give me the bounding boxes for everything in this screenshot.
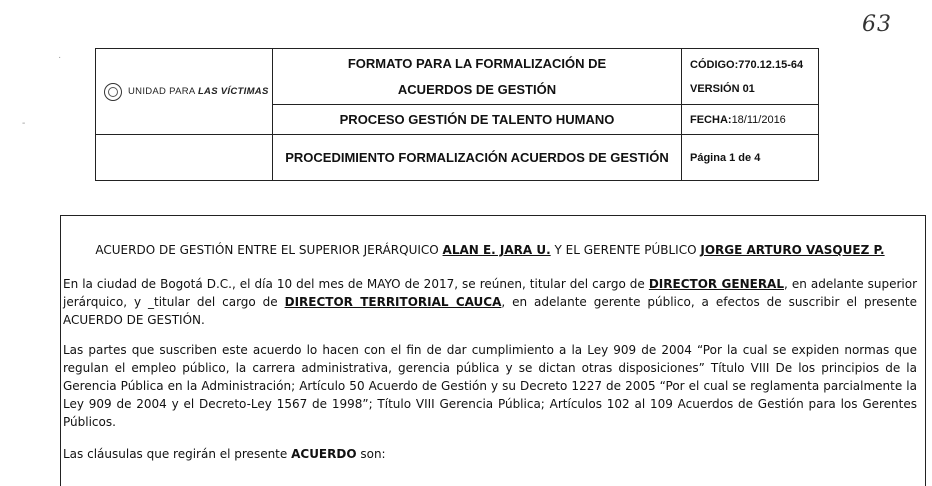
paragraph-text: son: xyxy=(356,447,386,461)
handwritten-page-number: 63 xyxy=(862,12,892,37)
paragraph-text: Las cláusulas que regirán el presente xyxy=(63,447,292,461)
heading-text: ACUERDO DE GESTIÓN ENTRE EL SUPERIOR JERÁRQUICO xyxy=(95,243,443,257)
paragraph-clauses-intro xyxy=(63,445,917,463)
date-value: 18/11/2016 xyxy=(731,113,786,126)
date-label: FECHA: xyxy=(690,113,732,126)
document-code: CÓDIGO:770.12.15-64 xyxy=(690,58,804,71)
coat-of-arms-icon xyxy=(104,83,122,101)
code-version-cell xyxy=(682,49,819,105)
logo-prefix: UNIDAD PARA xyxy=(128,86,195,97)
superior-name: ALAN E. JARA U. xyxy=(442,243,551,257)
paragraph-legal-basis: Las partes que suscriben este acuerdo lo hacen con el fin de dar cumplimiento a la Ley 909 de 2004 “Por la cual se expiden normas que regulan el empleo público, la carrera administrativa, gerencia pública y se dictan otras disposiciones” Título VIII De los principios de la Gerencia Pública en la Administración; Artículo 50 Acuerdo de Gestión y su Decreto 1227 de 2005 “Por el cual se reglamenta parcialmente la Ley 909 de 2004 y el Decreto-Ley 1567 de 1998”; Título VIII Gerencia Pública; Artículos 102 al 109 Acuerdos de Gestión para los Gerentes Públicos. xyxy=(63,343,917,429)
logo-text xyxy=(128,86,269,97)
agreement-body xyxy=(60,215,926,486)
process-name: PROCESO GESTIÓN DE TALENTO HUMANO xyxy=(273,105,682,135)
paragraph-text: , en adelante gerente público, a efectos de suscribir el presente ACUERDO DE GESTIÓN. xyxy=(63,295,917,327)
title-line-2: ACUERDOS DE GESTIÓN xyxy=(397,81,557,97)
scan-speck: - xyxy=(22,118,26,129)
procedure-name: PROCEDIMIENTO FORMALIZACIÓN ACUERDOS DE GESTIÓN xyxy=(273,135,682,181)
manager-name: JORGE ARTURO VASQUEZ P. xyxy=(700,243,885,257)
empty-logo-cell xyxy=(96,135,273,181)
date-cell xyxy=(682,105,819,135)
document-header-table xyxy=(95,48,819,181)
superior-position: DIRECTOR GENERAL xyxy=(648,277,784,291)
paragraph-parties xyxy=(63,275,917,329)
title-line-1: FORMATO PARA LA FORMALIZACIÓN DE xyxy=(347,55,607,71)
manager-position: DIRECTOR TERRITORIAL CAUCA xyxy=(284,295,502,309)
paragraph-text: En la ciudad de Bogotá D.C., el día 10 del mes de MAYO de 2017, se reúnen, titular del cargo de xyxy=(63,277,649,291)
agreement-heading xyxy=(63,241,917,259)
page-count: Página 1 de 4 xyxy=(682,135,819,181)
unidad-victimas-logo xyxy=(96,83,272,101)
acuerdo-bold: ACUERDO xyxy=(291,447,357,461)
paragraph-text: , en adelante superior jerárquico, y _titular del cargo de xyxy=(63,277,918,309)
logo-emphasis: LAS VÍCTIMAS xyxy=(197,86,269,97)
document-version: VERSIÓN 01 xyxy=(690,82,755,95)
logo-cell xyxy=(96,49,273,135)
heading-text: Y EL GERENTE PÚBLICO xyxy=(550,243,701,257)
scan-speck: · xyxy=(58,52,62,63)
document-title xyxy=(273,49,682,105)
